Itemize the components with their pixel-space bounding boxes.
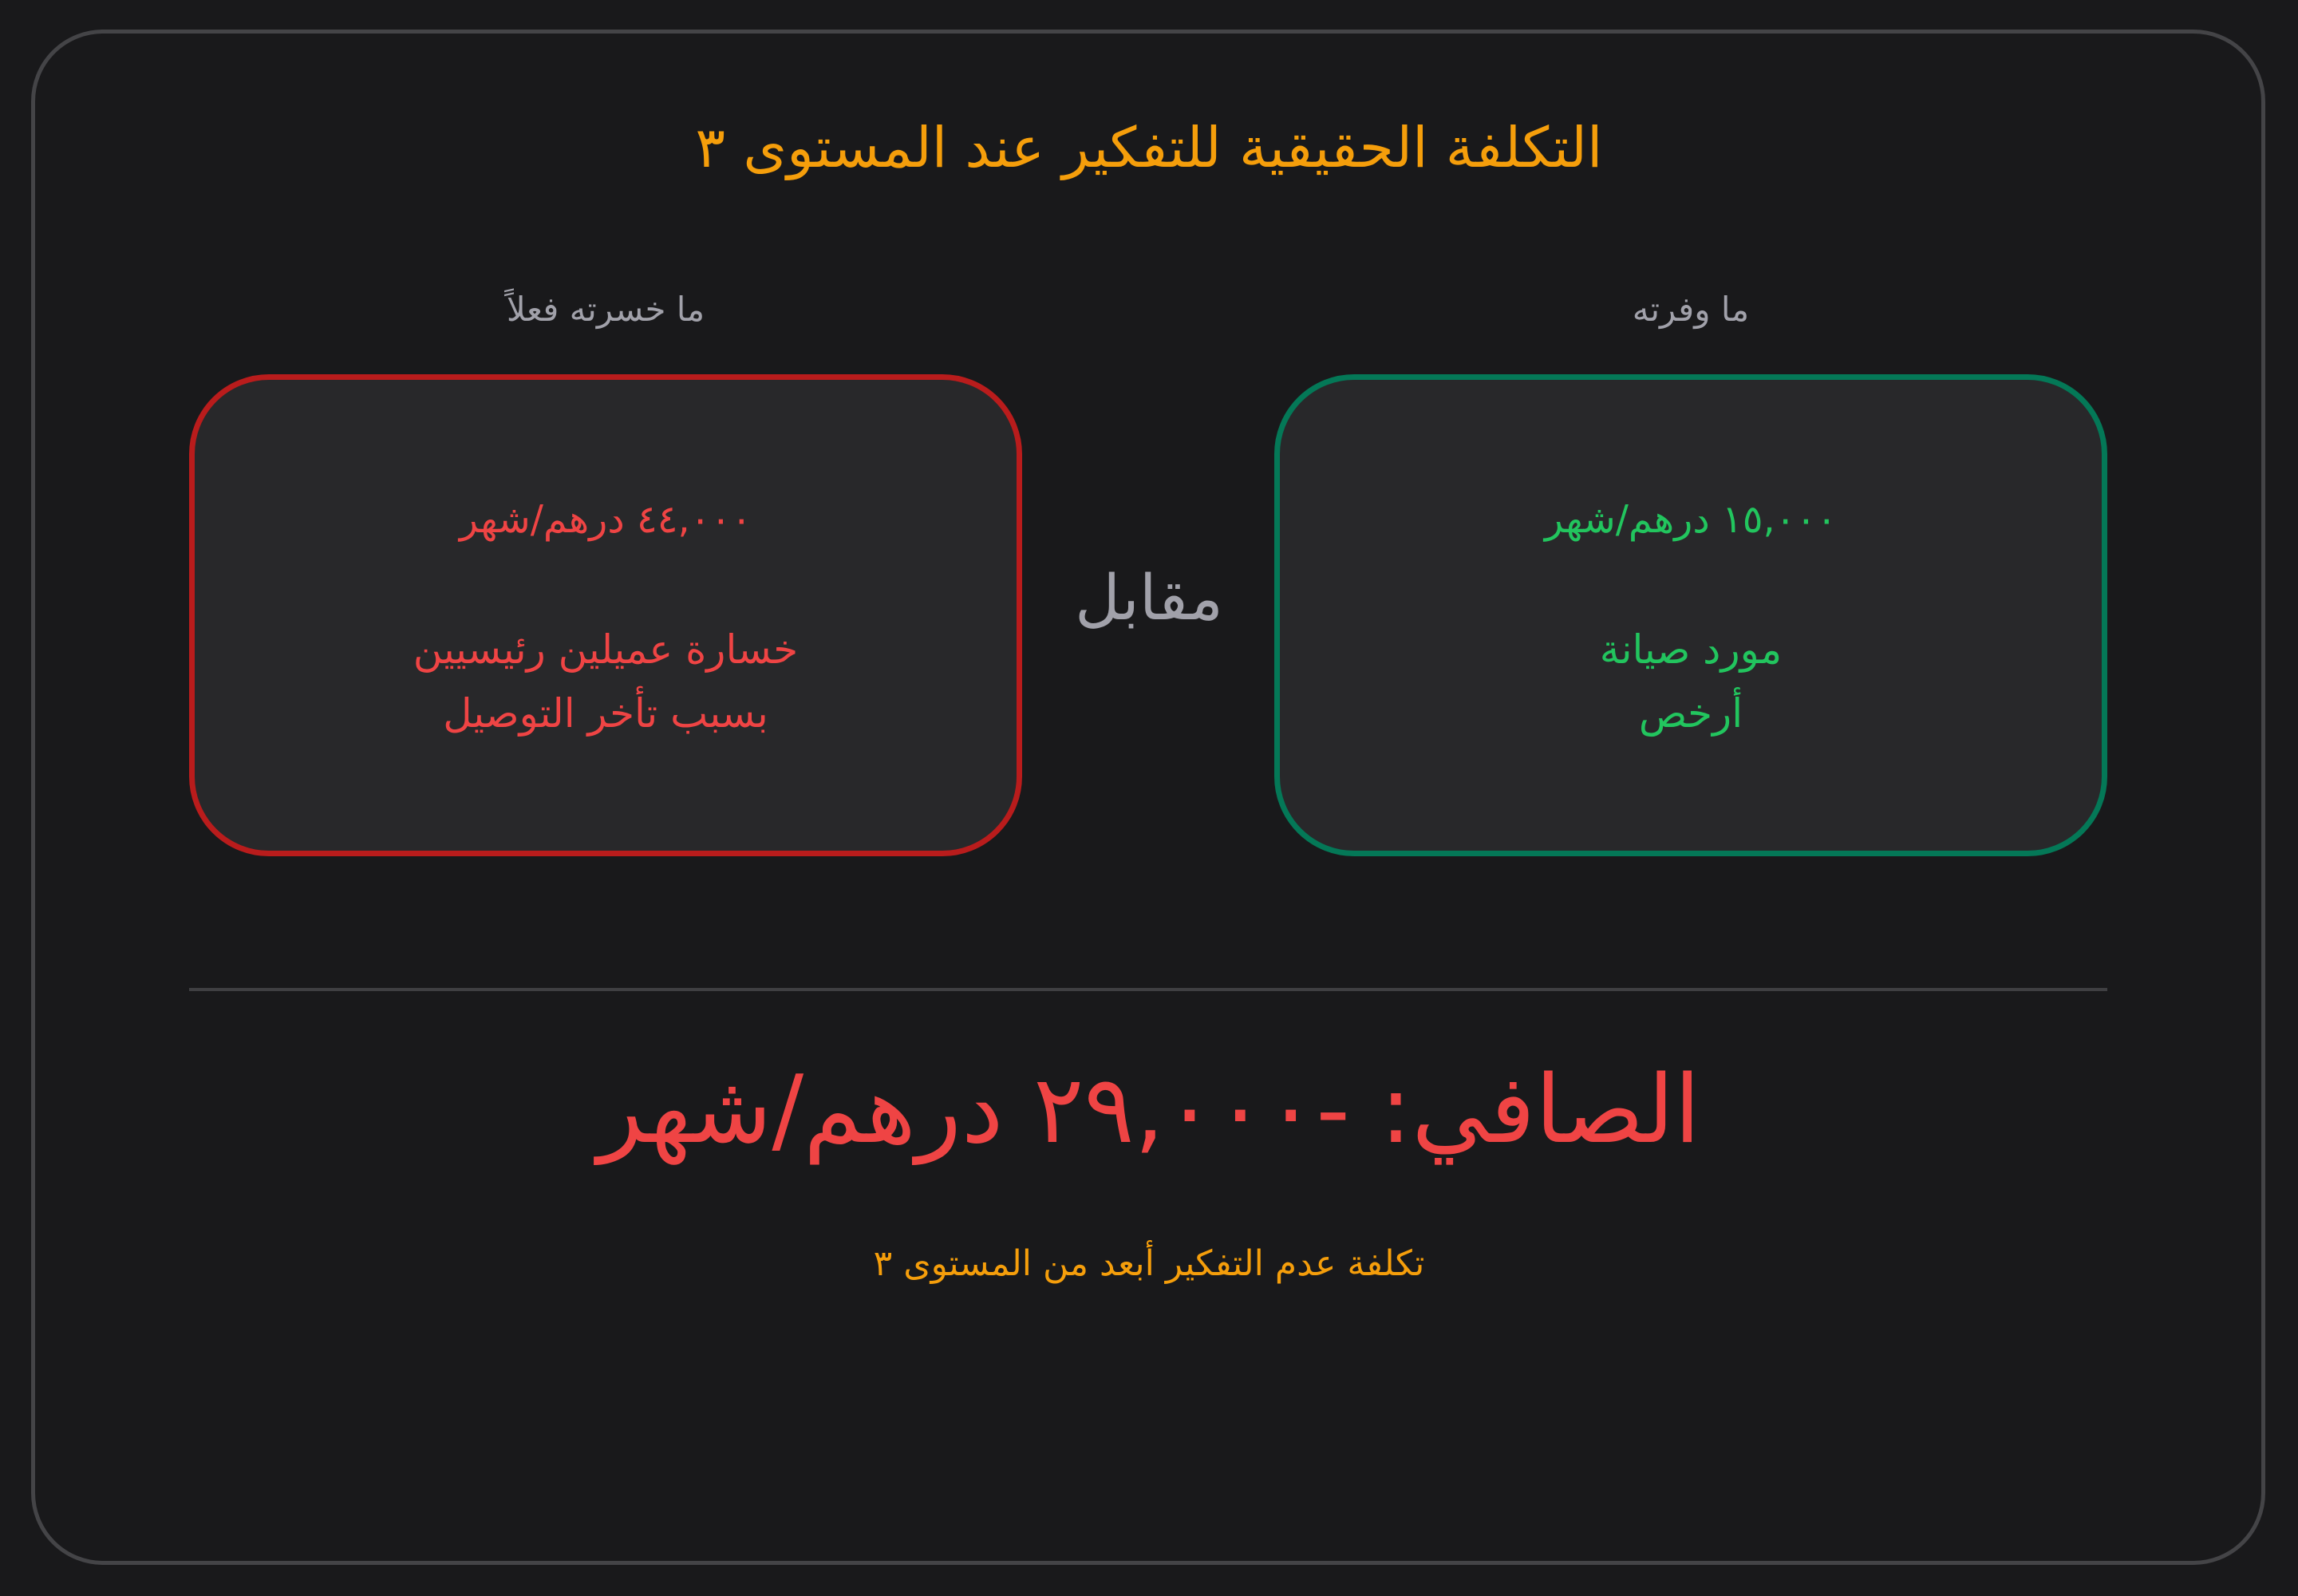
saved-description <box>1280 618 2102 745</box>
net-result: الصافي: -٢٩,٠٠٠ درهم/شهر <box>598 1054 1700 1164</box>
divider <box>189 988 2107 991</box>
loss-description-line: بسبب تأخر التوصيل <box>443 690 768 737</box>
saved-amount: ١٥,٠٠٠ درهم/شهر <box>1544 497 1838 542</box>
loss-column-label: ما خسرته فعلاً <box>506 290 705 329</box>
loss-card <box>189 374 1022 856</box>
saved-column-label: ما وفرته <box>1632 290 1750 329</box>
loss-description-line: خسارة عميلين رئيسيين <box>413 626 799 673</box>
saved-card <box>1274 374 2107 856</box>
loss-amount: ٤٤,٠٠٠ درهم/شهر <box>459 497 752 542</box>
saved-description-line: أرخص <box>1638 690 1743 737</box>
diagram-title: التكلفة الحقيقية للتفكير عند المستوى ٣ <box>695 115 1603 180</box>
loss-description <box>195 618 1017 745</box>
saved-description-line: مورد صيانة <box>1599 626 1783 673</box>
footnote: تكلفة عدم التفكير أبعد من المستوى ٣ <box>873 1243 1425 1284</box>
versus-label: مقابل <box>1075 563 1223 634</box>
